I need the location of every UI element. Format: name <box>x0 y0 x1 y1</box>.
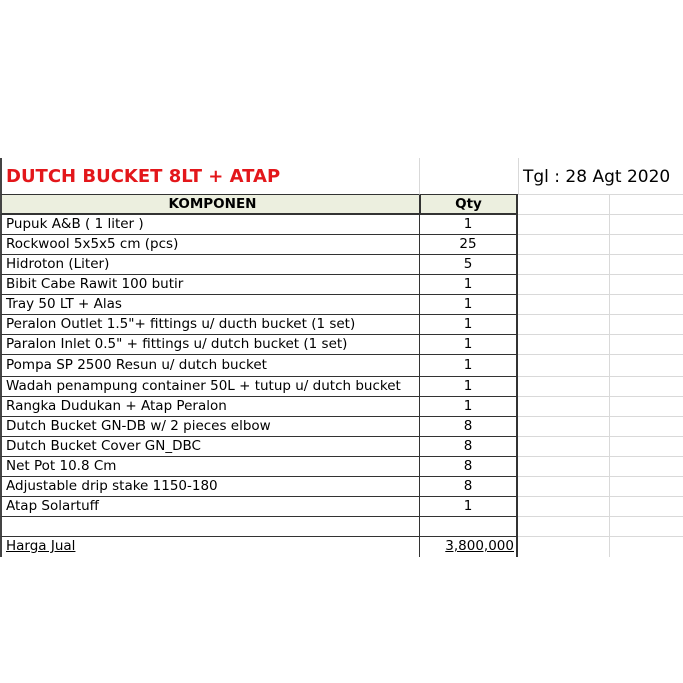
empty-cell[interactable] <box>610 215 683 235</box>
component-cell[interactable]: Net Pot 10.8 Cm <box>0 457 419 477</box>
empty-cell[interactable] <box>518 517 610 537</box>
qty-cell[interactable]: 8 <box>419 457 518 477</box>
component-cell[interactable]: Atap Solartuff <box>0 497 419 517</box>
qty-cell[interactable]: 25 <box>419 235 518 255</box>
component-cell[interactable] <box>0 517 419 537</box>
empty-cell[interactable] <box>518 315 610 335</box>
component-cell[interactable]: Pupuk A&B ( 1 liter ) <box>0 215 419 235</box>
total-label[interactable] <box>0 537 419 557</box>
table-row <box>0 315 683 335</box>
title-row <box>0 158 683 195</box>
empty-cell[interactable] <box>518 215 610 235</box>
empty-cell[interactable] <box>518 295 610 315</box>
empty-cell[interactable] <box>610 417 683 437</box>
empty-cell[interactable] <box>610 295 683 315</box>
spreadsheet <box>0 158 683 557</box>
table-row <box>0 355 683 377</box>
qty-cell[interactable]: 1 <box>419 315 518 335</box>
empty-cell[interactable] <box>518 497 610 517</box>
header-row <box>0 195 683 215</box>
component-cell[interactable]: Rockwool 5x5x5 cm (pcs) <box>0 235 419 255</box>
table-row <box>0 397 683 417</box>
table-row <box>0 497 683 517</box>
empty-cell[interactable] <box>518 417 610 437</box>
qty-cell[interactable]: 1 <box>419 355 518 377</box>
table-row <box>0 377 683 397</box>
table-row <box>0 295 683 315</box>
table-row <box>0 335 683 355</box>
table-row <box>0 275 683 295</box>
empty-cell[interactable] <box>610 275 683 295</box>
table-row <box>0 255 683 275</box>
total-row <box>0 537 683 557</box>
table-row <box>0 457 683 477</box>
empty-cell[interactable] <box>518 437 610 457</box>
qty-cell[interactable]: 1 <box>419 497 518 517</box>
qty-cell[interactable]: 1 <box>419 275 518 295</box>
total-label-text: Harga Jual <box>6 538 76 554</box>
empty-cell[interactable] <box>518 195 610 215</box>
component-cell[interactable]: Peralon Outlet 1.5"+ fittings u/ ducth bucket (1 set) <box>0 315 419 335</box>
component-cell[interactable]: Dutch Bucket GN-DB w/ 2 pieces elbow <box>0 417 419 437</box>
table-row <box>0 215 683 235</box>
qty-cell[interactable]: 8 <box>419 417 518 437</box>
table-row <box>0 517 683 537</box>
empty-cell[interactable] <box>518 235 610 255</box>
empty-cell[interactable] <box>518 537 610 557</box>
component-cell[interactable]: Bibit Cabe Rawit 100 butir <box>0 275 419 295</box>
qty-cell[interactable]: 8 <box>419 437 518 457</box>
empty-cell[interactable] <box>518 477 610 497</box>
qty-cell[interactable]: 1 <box>419 397 518 417</box>
header-qty[interactable]: Qty <box>419 195 518 215</box>
component-cell[interactable]: Pompa SP 2500 Resun u/ dutch bucket <box>0 355 419 377</box>
empty-cell[interactable] <box>610 457 683 477</box>
empty-cell[interactable] <box>610 537 683 557</box>
header-komponen[interactable]: KOMPONEN <box>0 195 419 215</box>
component-cell[interactable]: Rangka Dudukan + Atap Peralon <box>0 397 419 417</box>
empty-cell[interactable] <box>610 477 683 497</box>
empty-cell[interactable] <box>610 377 683 397</box>
qty-cell[interactable]: 1 <box>419 295 518 315</box>
empty-cell[interactable] <box>518 355 610 377</box>
component-cell[interactable]: Paralon Inlet 0.5" + fittings u/ dutch bucket (1 set) <box>0 335 419 355</box>
empty-cell[interactable] <box>610 497 683 517</box>
empty-cell[interactable] <box>518 377 610 397</box>
empty-cell[interactable] <box>419 158 518 195</box>
empty-cell[interactable] <box>610 437 683 457</box>
table-row <box>0 437 683 457</box>
qty-cell[interactable]: 1 <box>419 335 518 355</box>
table-row <box>0 417 683 437</box>
qty-cell[interactable]: 5 <box>419 255 518 275</box>
date-label[interactable]: Tgl : 28 Agt 2020 <box>518 158 683 195</box>
empty-cell[interactable] <box>518 275 610 295</box>
table-row <box>0 235 683 255</box>
empty-cell[interactable] <box>518 335 610 355</box>
empty-cell[interactable] <box>518 457 610 477</box>
empty-cell[interactable] <box>518 255 610 275</box>
sheet-title[interactable]: DUTCH BUCKET 8LT + ATAP <box>0 158 419 195</box>
qty-cell[interactable] <box>419 517 518 537</box>
qty-cell[interactable]: 1 <box>419 377 518 397</box>
qty-cell[interactable]: 1 <box>419 215 518 235</box>
component-cell[interactable]: Wadah penampung container 50L + tutup u/ dutch bucket <box>0 377 419 397</box>
component-cell[interactable]: Dutch Bucket Cover GN_DBC <box>0 437 419 457</box>
empty-cell[interactable] <box>610 397 683 417</box>
total-value-text: 3,800,000 <box>445 538 514 554</box>
component-cell[interactable]: Adjustable drip stake 1150-180 <box>0 477 419 497</box>
component-cell[interactable]: Hidroton (Liter) <box>0 255 419 275</box>
component-cell[interactable]: Tray 50 LT + Alas <box>0 295 419 315</box>
total-value[interactable] <box>419 537 518 557</box>
empty-cell[interactable] <box>610 255 683 275</box>
empty-cell[interactable] <box>610 517 683 537</box>
qty-cell[interactable]: 8 <box>419 477 518 497</box>
empty-cell[interactable] <box>610 355 683 377</box>
empty-cell[interactable] <box>610 335 683 355</box>
empty-cell[interactable] <box>518 397 610 417</box>
empty-cell[interactable] <box>610 195 683 215</box>
empty-cell[interactable] <box>610 235 683 255</box>
empty-cell[interactable] <box>610 315 683 335</box>
table-row <box>0 477 683 497</box>
